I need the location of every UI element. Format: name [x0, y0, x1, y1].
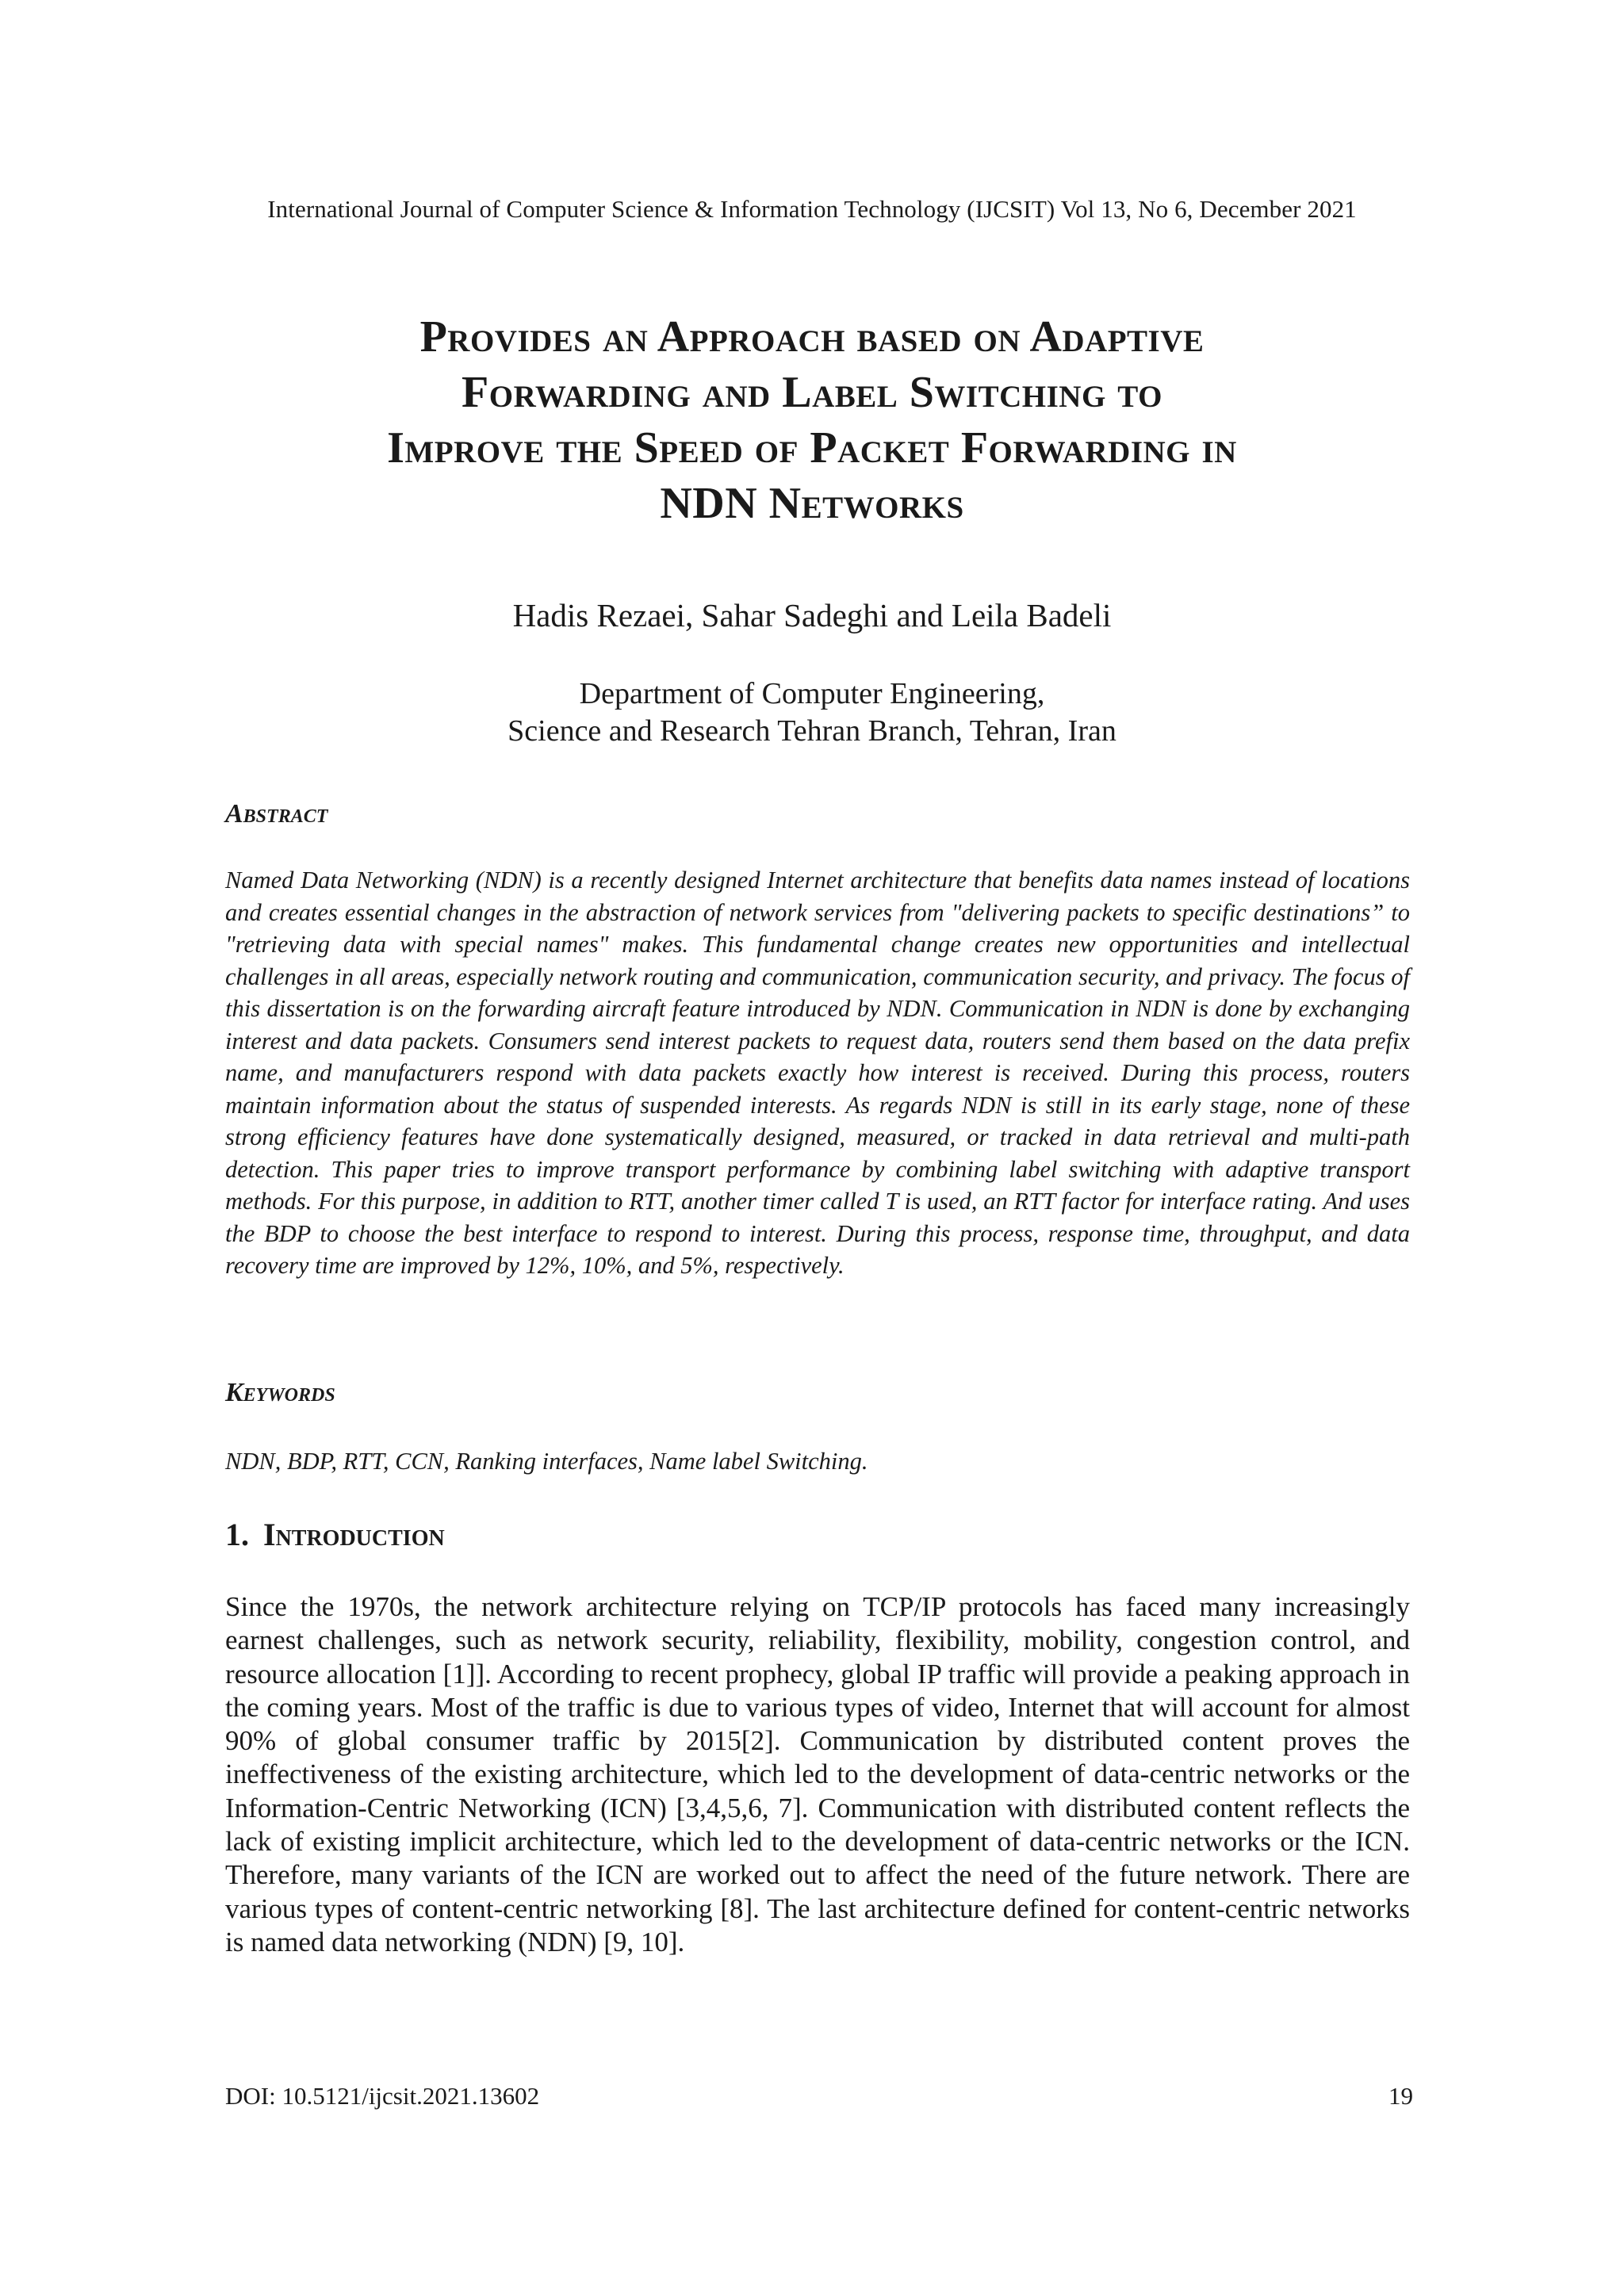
section-title: Introduction [263, 1517, 445, 1552]
page-number: 19 [1388, 2082, 1413, 2110]
journal-running-header: International Journal of Computer Science & Information Technology (IJCSIT) Vol 13, No 6, December 2021 [267, 195, 1357, 223]
introduction-body: Since the 1970s, the network architecture relying on TCP/IP protocols has faced many increasingly earnest challenges, such as network security, reliability, flexibility, mobility, congestion control, and resource allocation [1]]. According to recent prophecy, global IP traffic will provide a peaking approach in the coming years. Most of the traffic is due to various types of video, Internet that will account for almost 90% of global consumer traffic by 2015[2]. Communication by distributed content proves the ineffectiveness of the existing architecture, which led to the development of data-centric networks or the Information-Centric Networking (ICN) [3,4,5,6, 7]. Communication with distributed content reflects the lack of existing implicit architecture, which led to the development of data-centric networks or the ICN. Therefore, many variants of the ICN are worked out to affect the need of the future network. There are various types of content-centric networking [8]. The last architecture defined for content-centric networks is named data networking (NDN) [9, 10]. [225, 1591, 1410, 1957]
paper-title [143, 309, 1481, 531]
title-line: NDN Networks [660, 479, 964, 528]
title-line: Improve the Speed of Packet Forwarding in [387, 423, 1237, 473]
keywords-list: NDN, BDP, RTT, CCN, Ranking interfaces, Name label Switching. [225, 1448, 868, 1475]
affiliation-line: Science and Research Tehran Branch, Tehran, Iran [508, 714, 1116, 748]
doi-footer: DOI: 10.5121/ijcsit.2021.13602 [225, 2082, 540, 2110]
keywords-heading: Keywords [225, 1378, 335, 1407]
affiliation-line: Department of Computer Engineering, [579, 677, 1045, 710]
author-list: Hadis Rezaei, Sahar Sadeghi and Leila Badeli [512, 597, 1112, 633]
author-affiliation [0, 675, 1624, 750]
abstract-body: Named Data Networking (NDN) is a recently designed Internet architecture that benefits data names instead of locations and creates essential changes in the abstraction of network services from "delivering packets to specific destinations” to "retrieving data with special names" makes. This fundamental change creates new opportunities and intellectual challenges in all areas, especially network routing and communication, communication security, and privacy. The focus of this dissertation is on the forwarding aircraft feature introduced by NDN. Communication in NDN is done by exchanging interest and data packets. Consumers send interest packets to request data, routers send them based on the data prefix name, and manufacturers respond with data packets exactly how interest is received. During this process, routers maintain information about the status of suspended interests. As regards NDN is still in its early stage, none of these strong efficiency features have done systematically designed, measured, or tracked in data retrieval and multi-path detection. This paper tries to improve transport performance by combining label switching with adaptive transport methods. For this purpose, in addition to RTT, another timer called T is used, an RTT factor for interface rating. And uses the BDP to choose the best interface to respond to interest. During this process, response time, throughput, and data recovery time are improved by 12%, 10%, and 5%, respectively. [225, 867, 1410, 1279]
abstract-heading: Abstract [225, 799, 328, 828]
title-line: Forwarding and Label Switching to [462, 368, 1162, 417]
introduction-heading [225, 1516, 445, 1553]
title-line: Provides an Approach based on Adaptive [419, 312, 1205, 362]
section-number: 1. [225, 1517, 249, 1552]
